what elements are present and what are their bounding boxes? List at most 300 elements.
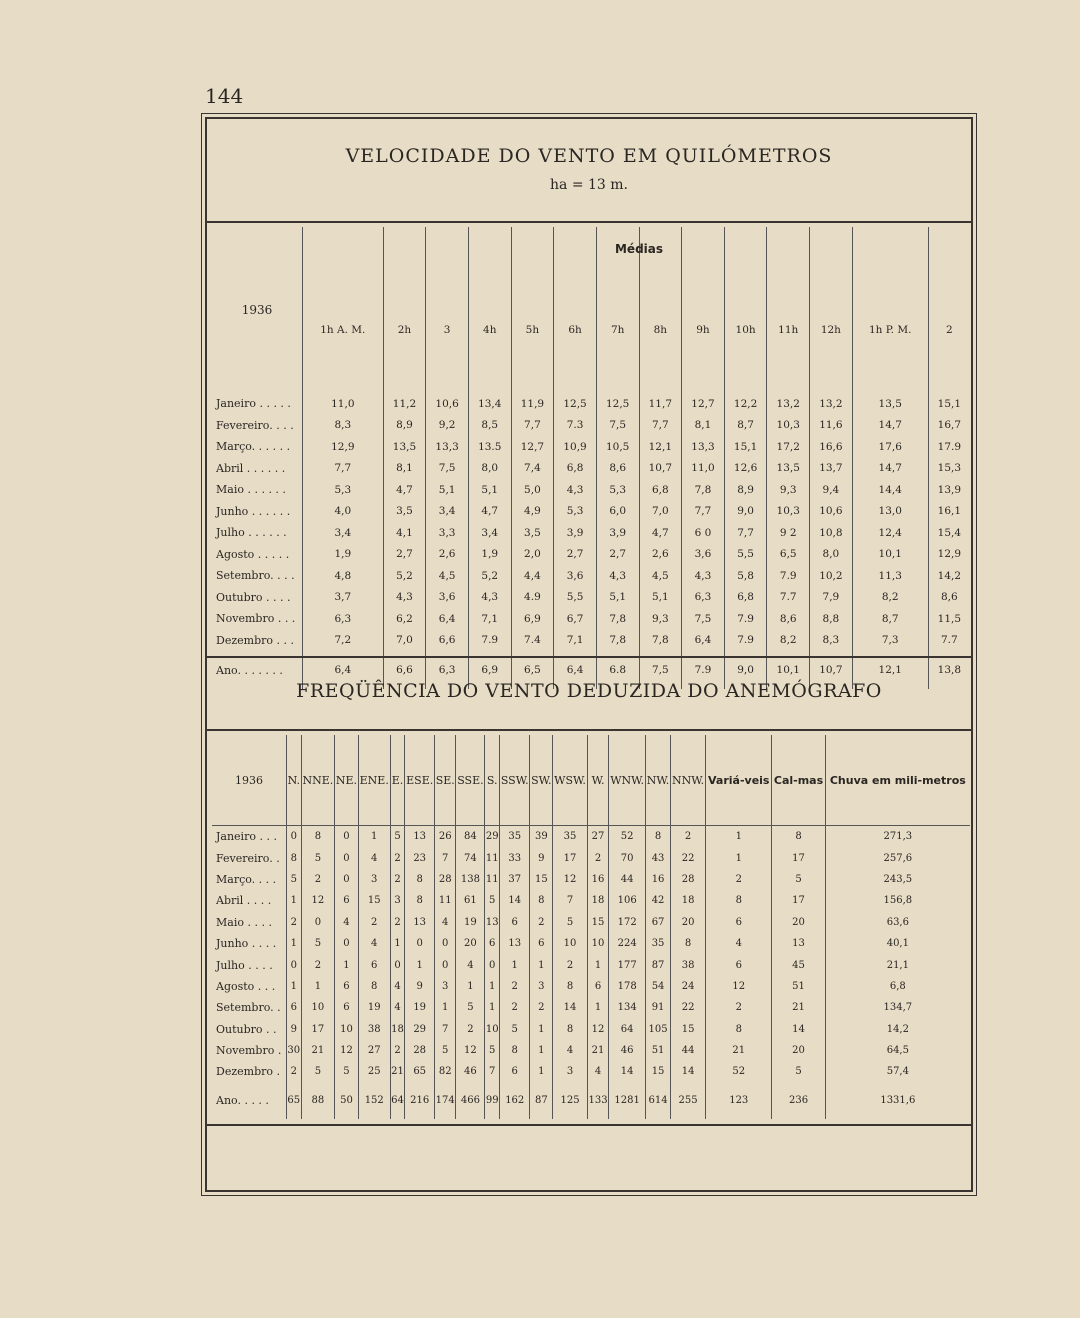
table-row [212, 869, 970, 890]
hour-column-header: 1h P. M. [852, 227, 928, 393]
table-cell: 2,0 [511, 544, 554, 566]
table-cell: 64 [609, 1019, 646, 1040]
table-cell: 2,7 [596, 544, 639, 566]
table-cell: 16,6 [810, 436, 853, 458]
table-cell: 7,5 [596, 415, 639, 437]
table-cell: 7,1 [468, 608, 511, 630]
table-cell: 15 [671, 1019, 706, 1040]
table-cell: 15 [530, 869, 553, 890]
table-cell: 7,4 [511, 458, 554, 480]
table-cell: 29 [405, 1019, 435, 1040]
table-cell: 14 [553, 997, 588, 1018]
table-cell: 88 [301, 1083, 335, 1119]
table-cell: 1,9 [303, 544, 384, 566]
table-cell: 4,3 [383, 587, 426, 609]
table-cell: 6,3 [682, 587, 725, 609]
table-cell: 3 [553, 1061, 588, 1082]
month-label: Julho . . . . [216, 958, 273, 972]
table-cell: 2 [390, 869, 405, 890]
table-cell: 7,9 [810, 587, 853, 609]
table-cell: 91 [646, 997, 671, 1018]
table-cell: 6,4 [682, 630, 725, 652]
table-cell: 5 [435, 1040, 456, 1061]
month-label: Ano. . . . . [216, 1094, 269, 1108]
table-cell: 8 [358, 976, 390, 997]
table-cell: 8,6 [928, 587, 970, 609]
table-cell: 4,3 [554, 479, 597, 501]
table-cell: 46 [609, 1040, 646, 1061]
direction-column-header: NNW. [671, 735, 706, 826]
table-cell: 4 [553, 1040, 588, 1061]
table-cell: 0 [335, 869, 358, 890]
table-cell: 9 [530, 847, 553, 868]
table-cell: 8 [553, 976, 588, 997]
table-cell: 5 [301, 933, 335, 954]
table-cell: 13,3 [426, 436, 469, 458]
table-cell: 1 [485, 997, 500, 1018]
table-cell: 13,8 [928, 651, 970, 689]
table-cell: 4,1 [383, 522, 426, 544]
page-number: 144 [205, 84, 244, 108]
table-cell: 21 [390, 1061, 405, 1082]
table-cell: 614 [646, 1083, 671, 1119]
table-cell: 5 [456, 997, 485, 1018]
table-cell: 1 [587, 997, 608, 1018]
table-cell: 15 [646, 1061, 671, 1082]
table-cell: 236 [772, 1083, 825, 1119]
table-cell: 6 [358, 954, 390, 975]
month-label: Abril . . . . . . [216, 461, 286, 475]
table-cell: 22 [671, 847, 706, 868]
table-cell: 3,4 [426, 501, 469, 523]
table-cell: 7,7 [303, 458, 384, 480]
table-cell: 8,7 [852, 608, 928, 630]
table-row [212, 847, 970, 868]
table-cell: 38 [671, 954, 706, 975]
table-cell: 20 [456, 933, 485, 954]
table-cell: 1 [530, 1061, 553, 1082]
direction-column-header: SW. [530, 735, 553, 826]
table-cell: 6 [706, 954, 772, 975]
table-cell: 84 [456, 826, 485, 848]
table-cell: 12,1 [639, 436, 682, 458]
table-cell: 2 [390, 847, 405, 868]
table-cell: 6 [499, 1061, 530, 1082]
table-cell: 2,7 [554, 544, 597, 566]
table-cell: 23 [405, 847, 435, 868]
table-cell: 3 [530, 976, 553, 997]
hour-column-header: 4h [468, 227, 511, 393]
table-cell: 6.8 [596, 651, 639, 689]
table-cell: 1 [435, 997, 456, 1018]
table-cell: 28 [671, 869, 706, 890]
table-cell: 4.9 [511, 587, 554, 609]
month-label: Abril . . . . [216, 894, 272, 908]
table-cell: 44 [671, 1040, 706, 1061]
table-cell: 1331,6 [825, 1083, 970, 1119]
table-cell: 14 [609, 1061, 646, 1082]
table-cell: 8,0 [810, 544, 853, 566]
table-row [212, 565, 970, 587]
table-cell: 6 [335, 976, 358, 997]
table-cell: 13,5 [383, 436, 426, 458]
direction-column-header: SSE. [456, 735, 485, 826]
table-cell: 7,3 [852, 630, 928, 652]
table-cell: 13,3 [682, 436, 725, 458]
table-cell: 20 [772, 912, 825, 933]
table-cell: 19 [405, 997, 435, 1018]
table-cell: 11,0 [682, 458, 725, 480]
month-label: Janeiro . . . . . [216, 397, 291, 411]
table-cell: 28 [435, 869, 456, 890]
table-cell: 5,1 [596, 587, 639, 609]
table-cell: 1 [530, 1019, 553, 1040]
table-cell: 45 [772, 954, 825, 975]
table-cell: 0 [405, 933, 435, 954]
table-cell: 4,3 [682, 565, 725, 587]
table-cell: 4,5 [639, 565, 682, 587]
table-cell: 7,8 [596, 608, 639, 630]
table-row [212, 415, 970, 437]
table-cell: 12 [706, 976, 772, 997]
table-row [212, 976, 970, 997]
table-cell: 0 [287, 826, 302, 848]
table-cell: 4,8 [303, 565, 384, 587]
table-cell: 15,3 [928, 458, 970, 480]
table-cell: 5 [553, 912, 588, 933]
table-cell: 10,9 [554, 436, 597, 458]
table-cell: 6,2 [383, 608, 426, 630]
table-cell: 1 [706, 826, 772, 848]
table-cell: 13,4 [468, 393, 511, 415]
table-cell: 5,2 [468, 565, 511, 587]
table-cell: 5,3 [596, 479, 639, 501]
table-cell: 14 [499, 890, 530, 911]
table-cell: 8 [646, 826, 671, 848]
table-cell: 6,4 [426, 608, 469, 630]
table-cell: 7,0 [383, 630, 426, 652]
direction-column-header: NW. [646, 735, 671, 826]
table-cell: 2 [553, 954, 588, 975]
table-cell: 5,3 [303, 479, 384, 501]
table-cell: 5,2 [383, 565, 426, 587]
direction-column-header: ESE. [405, 735, 435, 826]
table-cell: 12,9 [928, 544, 970, 566]
table-cell: 33 [499, 847, 530, 868]
table-cell: 8,6 [767, 608, 810, 630]
table-cell: 2 [390, 1040, 405, 1061]
table-cell: 9,3 [767, 479, 810, 501]
table-cell: 3,5 [383, 501, 426, 523]
table-cell: 7.3 [554, 415, 597, 437]
table-cell: 5,0 [511, 479, 554, 501]
table-cell: 19 [358, 997, 390, 1018]
table-cell: 12,2 [724, 393, 767, 415]
table-cell: 43 [646, 847, 671, 868]
table-cell: 7 [435, 847, 456, 868]
table-cell: 82 [435, 1061, 456, 1082]
table-cell: 12,7 [511, 436, 554, 458]
table-cell: 17.9 [928, 436, 970, 458]
table-row [212, 890, 970, 911]
table-cell: 134 [609, 997, 646, 1018]
table-cell: 9 [405, 976, 435, 997]
table-cell: 8,8 [810, 608, 853, 630]
table-cell: 7 [435, 1019, 456, 1040]
hour-column-header: 5h [511, 227, 554, 393]
table-cell: 13,9 [928, 479, 970, 501]
table-cell: 4,5 [426, 565, 469, 587]
direction-column-header: WSW. [553, 735, 588, 826]
table-row [212, 954, 970, 975]
month-label: Fevereiro. . [216, 851, 280, 865]
table-cell: 4 [390, 997, 405, 1018]
table-cell: 2 [301, 869, 335, 890]
table-cell: 16,1 [928, 501, 970, 523]
table-cell: 14,7 [852, 415, 928, 437]
year-header: 1936 [212, 735, 287, 826]
table-cell: 2 [530, 912, 553, 933]
table-cell: 4 [706, 933, 772, 954]
table-cell: 7,8 [639, 630, 682, 652]
table-cell: 174 [435, 1083, 456, 1119]
table-cell: 7,1 [554, 630, 597, 652]
table-cell: 52 [706, 1061, 772, 1082]
table-cell: 6 [499, 912, 530, 933]
table-cell: 8,2 [852, 587, 928, 609]
table-cell: 0 [301, 912, 335, 933]
table-cell: 51 [772, 976, 825, 997]
table-cell: 5 [485, 890, 500, 911]
table-cell: 8,2 [767, 630, 810, 652]
table-cell: 3,6 [426, 587, 469, 609]
month-label: Março. . . . . . [216, 440, 291, 454]
table-cell: 18 [390, 1019, 405, 1040]
table-cell: 2 [287, 1061, 302, 1082]
month-label: Julho . . . . . . [216, 526, 287, 540]
table-cell: 15 [358, 890, 390, 911]
table-cell: 17 [772, 890, 825, 911]
table-cell: 13 [405, 826, 435, 848]
table-cell: 3,4 [468, 522, 511, 544]
table-cell: 15,1 [724, 436, 767, 458]
table-cell: 6 0 [682, 522, 725, 544]
table-cell: 38 [358, 1019, 390, 1040]
table-cell: 8 [287, 847, 302, 868]
table-cell: 7.9 [724, 608, 767, 630]
table-cell: 1 [456, 976, 485, 997]
table-cell: 2 [390, 912, 405, 933]
medias-label: Médias [614, 242, 664, 256]
table-cell: 4 [358, 933, 390, 954]
table-cell: 7,7 [511, 415, 554, 437]
hour-column-header: 11h [767, 227, 810, 393]
table-cell: 6,0 [596, 501, 639, 523]
table-cell: 105 [646, 1019, 671, 1040]
table-row [212, 458, 970, 480]
table-cell: 6 [706, 912, 772, 933]
table-cell: 87 [530, 1083, 553, 1119]
year-header: 1936 [241, 303, 273, 317]
table-cell: 64 [390, 1083, 405, 1119]
table-cell: 7.7 [767, 587, 810, 609]
table-cell: 271,3 [825, 826, 970, 848]
table-cell: 0 [335, 933, 358, 954]
table-cell: 5,1 [639, 587, 682, 609]
month-label: Novembro . [216, 1044, 282, 1058]
table-cell: 16 [587, 869, 608, 890]
bottom-band [207, 1124, 971, 1126]
table-cell: 9,2 [426, 415, 469, 437]
table-row [212, 479, 970, 501]
table-cell: 17 [772, 847, 825, 868]
table-cell: 6,6 [383, 651, 426, 689]
table-cell: 12,6 [724, 458, 767, 480]
table-cell: 243,5 [825, 869, 970, 890]
table-cell: 3 [435, 976, 456, 997]
table-cell: 29 [485, 826, 500, 848]
table-cell: 13.5 [468, 436, 511, 458]
direction-column-header: WNW. [609, 735, 646, 826]
table-cell: 14,7 [852, 458, 928, 480]
table-cell: 0 [485, 954, 500, 975]
table-cell: 74 [456, 847, 485, 868]
table-cell: 2 [530, 997, 553, 1018]
table-cell: 5 [287, 869, 302, 890]
table-cell: 17,6 [852, 436, 928, 458]
table-cell: 4,0 [303, 501, 384, 523]
table-cell: 5,8 [724, 565, 767, 587]
table-cell: 5,1 [468, 479, 511, 501]
month-label: Dezembro . [216, 1065, 280, 1079]
table-cell: 1 [287, 933, 302, 954]
table-cell: 9 2 [767, 522, 810, 544]
table-cell: 12,5 [554, 393, 597, 415]
direction-column-header: W. [587, 735, 608, 826]
table-cell: 7.7 [928, 630, 970, 652]
table-cell: 224 [609, 933, 646, 954]
direction-column-header: NE. [335, 735, 358, 826]
table-cell: 7.4 [511, 630, 554, 652]
table-cell: 12,1 [852, 651, 928, 689]
table-cell: 65 [405, 1061, 435, 1082]
table-cell: 177 [609, 954, 646, 975]
table-cell: 6,9 [468, 651, 511, 689]
table-cell: 12,7 [682, 393, 725, 415]
table-cell: 3 [358, 869, 390, 890]
table-cell: 10,5 [596, 436, 639, 458]
table-cell: 6 [530, 933, 553, 954]
table-cell: 46 [456, 1061, 485, 1082]
table-cell: 125 [553, 1083, 588, 1119]
table-cell: 7 [553, 890, 588, 911]
table-cell: 14,4 [852, 479, 928, 501]
table-cell: 5 [390, 826, 405, 848]
table-cell: 9,4 [810, 479, 853, 501]
table-cell: 2,6 [426, 544, 469, 566]
table-cell: 10,7 [810, 651, 853, 689]
table-cell: 17,2 [767, 436, 810, 458]
table-cell: 2,6 [639, 544, 682, 566]
table-cell: 99 [485, 1083, 500, 1119]
extra-column-header: Cal-mas [772, 735, 825, 826]
month-label: Ano. . . . . . . [216, 663, 283, 677]
table-cell: 44 [609, 869, 646, 890]
table-cell: 8 [405, 869, 435, 890]
table-cell: 18 [671, 890, 706, 911]
table-cell: 5,1 [426, 479, 469, 501]
table-cell: 61 [456, 890, 485, 911]
table-cell: 5,5 [554, 587, 597, 609]
annual-row [212, 1083, 970, 1119]
table-cell: 133 [587, 1083, 608, 1119]
table-cell: 2 [358, 912, 390, 933]
direction-column-header: SSW. [499, 735, 530, 826]
table-cell: 6,8 [825, 976, 970, 997]
frequency-table [212, 735, 970, 1119]
table-cell: 1 [499, 954, 530, 975]
table-cell: 26 [435, 826, 456, 848]
table-cell: 16,7 [928, 415, 970, 437]
table-cell: 10,1 [767, 651, 810, 689]
table-cell: 8,5 [468, 415, 511, 437]
table-cell: 10,6 [810, 501, 853, 523]
table-cell: 7 [485, 1061, 500, 1082]
month-label: Março. . . . [216, 872, 277, 886]
table-row [212, 630, 970, 652]
table-cell: 6,3 [426, 651, 469, 689]
table-cell: 5 [772, 869, 825, 890]
month-label: Agosto . . . . . [216, 547, 290, 561]
table-cell: 8 [301, 826, 335, 848]
frequency-title: FREQÜÊNCIA DO VENTO DEDUZIDA DO ANEMÓGRAFO [296, 680, 882, 702]
table-cell: 123 [706, 1083, 772, 1119]
table-cell: 6 [587, 976, 608, 997]
table-cell: 4 [456, 954, 485, 975]
table-cell: 0 [390, 954, 405, 975]
table-cell: 10 [485, 1019, 500, 1040]
table-cell: 134,7 [825, 997, 970, 1018]
table-cell: 4,7 [468, 501, 511, 523]
direction-column-header: N. [287, 735, 302, 826]
table-cell: 4,9 [511, 501, 554, 523]
table-cell: 35 [553, 826, 588, 848]
table-cell: 6,4 [303, 651, 384, 689]
table-cell: 12 [456, 1040, 485, 1061]
table-row [212, 393, 970, 415]
table-cell: 1 [390, 933, 405, 954]
table-cell: 13 [772, 933, 825, 954]
table-row [212, 522, 970, 544]
separator [207, 729, 971, 731]
table-cell: 4,7 [639, 522, 682, 544]
table-cell: 1281 [609, 1083, 646, 1119]
table-cell: 178 [609, 976, 646, 997]
table-row [212, 436, 970, 458]
table-cell: 1 [485, 976, 500, 997]
table-cell: 13,5 [767, 458, 810, 480]
table-cell: 7,8 [596, 630, 639, 652]
direction-column-header: SE. [435, 735, 456, 826]
table-cell: 2 [706, 869, 772, 890]
table-cell: 6 [485, 933, 500, 954]
table-cell: 7.9 [767, 565, 810, 587]
table-cell: 13,5 [852, 393, 928, 415]
month-label: Setembro. . . . [216, 569, 295, 583]
table-cell: 6 [335, 890, 358, 911]
table-cell: 10 [587, 933, 608, 954]
hour-column-header: 8h [639, 227, 682, 393]
